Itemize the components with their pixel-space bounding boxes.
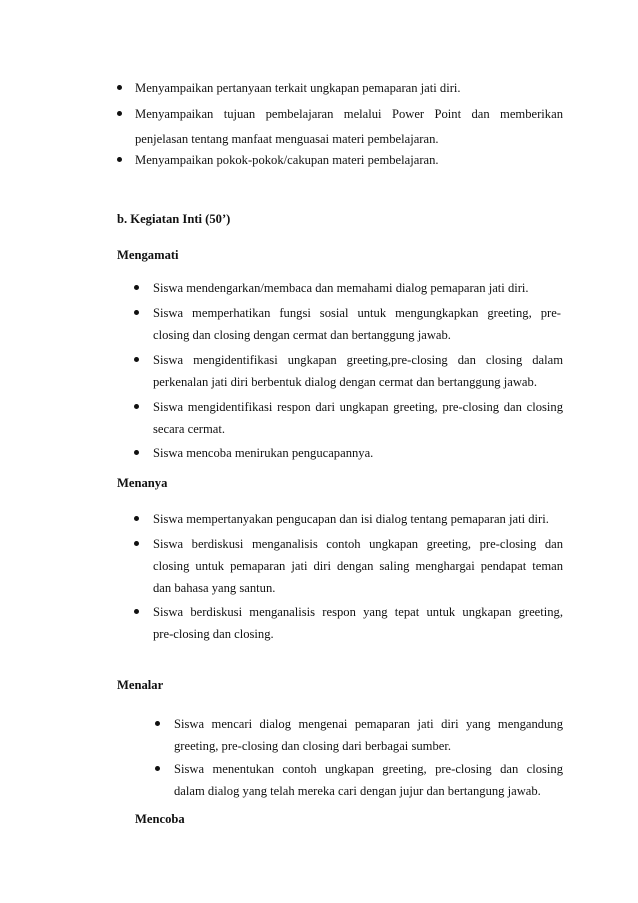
list-item-text: Siswa mengidentifikasi ungkapan greeting,pre-closing dan closing dalam: [153, 353, 563, 367]
list-item-text: Siswa mempertanyakan pengucapan dan isi dialog tentang pemaparan jati diri.: [153, 512, 549, 526]
bullet-icon: [134, 541, 139, 546]
list-item-text: pre-closing dan closing.: [153, 627, 274, 641]
bullet-icon: [155, 721, 160, 726]
list-item-text: Siswa mencari dialog mengenai pemaparan jati diri yang mengandung: [174, 717, 563, 731]
list-item-text: Siswa mendengarkan/membaca dan memahami dialog pemaparan jati diri.: [153, 281, 529, 295]
bullet-icon: [117, 85, 122, 90]
bullet-icon: [134, 310, 139, 315]
subsection-heading-mencoba: Mencoba: [135, 812, 185, 826]
bullet-icon: [155, 766, 160, 771]
list-item-text: Siswa mencoba menirukan pengucapannya.: [153, 446, 374, 460]
subsection-heading-menanya: Menanya: [117, 476, 168, 490]
list-item-text: dalam dialog yang telah mereka cari dengan jujur dan bertangung jawab.: [174, 784, 541, 798]
bullet-icon: [134, 404, 139, 409]
list-item-text: Menyampaikan tujuan pembelajaran melalui Power Point dan memberikan: [135, 107, 563, 121]
bullet-icon: [134, 609, 139, 614]
list-item-text: closing dan closing dengan cermat dan bertanggung jawab.: [153, 328, 451, 342]
bullet-icon: [117, 111, 122, 116]
list-item-text: penjelasan tentang manfaat menguasai materi pembelajaran.: [135, 132, 439, 146]
bullet-icon: [134, 357, 139, 362]
bullet-icon: [117, 157, 122, 162]
list-item-text: Siswa berdiskusi menganalisis respon yang tepat untuk ungkapan greeting,: [153, 605, 563, 619]
list-item-text: Menyampaikan pokok-pokok/cakupan materi pembelajaran.: [135, 153, 439, 167]
list-item-text: Siswa memperhatikan fungsi sosial untuk mengungkapkan greeting, pre-: [153, 306, 561, 320]
list-item-text: Siswa menentukan contoh ungkapan greeting, pre-closing dan closing: [174, 762, 563, 776]
bullet-icon: [134, 516, 139, 521]
subsection-heading-menalar: Menalar: [117, 678, 164, 692]
bullet-icon: [134, 450, 139, 455]
list-item-text: secara cermat.: [153, 422, 226, 436]
list-item-text: Siswa mengidentifikasi respon dari ungkapan greeting, pre-closing dan closing: [153, 400, 563, 414]
list-item-text: perkenalan jati diri berbentuk dialog dengan cermat dan bertanggung jawab.: [153, 375, 537, 389]
list-item-text: closing untuk pemaparan jati diri dengan saling menghargai pendapat teman: [153, 559, 563, 573]
bullet-icon: [134, 285, 139, 290]
subsection-heading-mengamati: Mengamati: [117, 248, 179, 262]
list-item-text: Siswa berdiskusi menganalisis contoh ungkapan greeting, pre-closing dan: [153, 537, 563, 551]
list-item-text: greeting, pre-closing dan closing dari berbagai sumber.: [174, 739, 451, 753]
list-item-text: dan bahasa yang santun.: [153, 581, 276, 595]
list-item-text: Menyampaikan pertanyaan terkait ungkapan pemaparan jati diri.: [135, 81, 461, 95]
section-heading: b. Kegiatan Inti (50’): [117, 212, 231, 226]
